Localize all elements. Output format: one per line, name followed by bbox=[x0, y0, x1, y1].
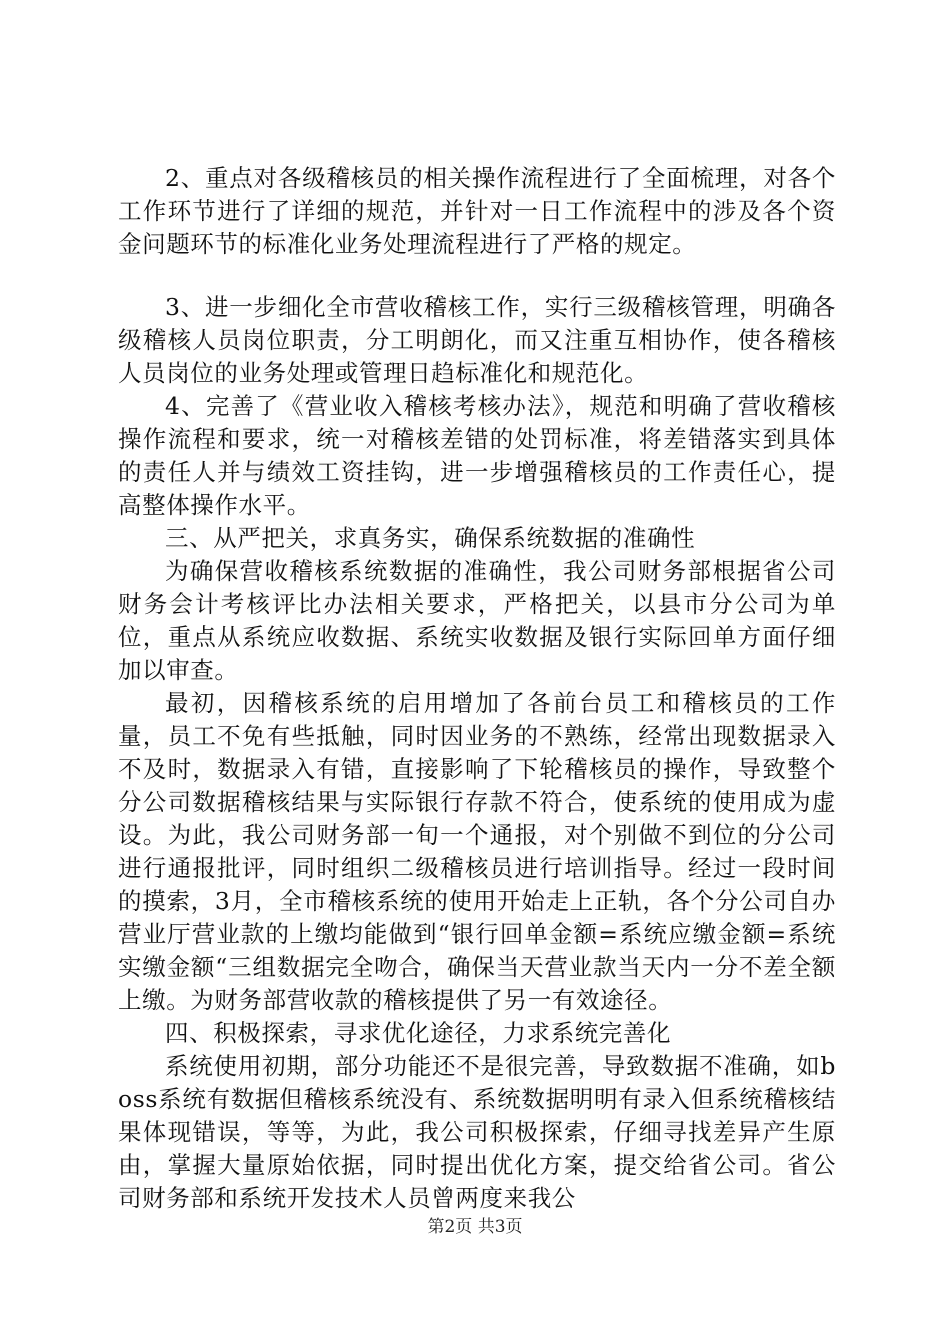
paragraph-item-4: 4、完善了《营业收入稽核考核办法》，规范和明确了营收稽核操作流程和要求，统一对稽核差错的处罚标准，将差错落实到具体的责任人并与绩效工资挂钩，进一步增强稽核员的工作责任心，提高整体操作水平。 bbox=[118, 392, 836, 519]
paragraph-system-optimization: 系统使用初期，部分功能还不是很完善，导致数据不准确，如boss系统有数据但稽核系统没有、系统数据明明有录入但系统稽核结果体现错误，等等，为此，我公司积极探索，仔细寻找差异产生原由，掌握大量原始依据，同时提出优化方案，提交给省公司。省公司财务部和系统开发技术人员曾两度来我公 bbox=[118, 1052, 836, 1212]
section-heading-3: 三、从严把关，求真务实，确保系统数据的准确性 bbox=[165, 524, 696, 552]
paragraph-item-3: 3、进一步细化全市营收稽核工作，实行三级稽核管理，明确各级稽核人员岗位职责，分工明朗化，而又注重互相协作，使各稽核人员岗位的业务处理或管理日趋标准化和规范化。 bbox=[118, 293, 836, 387]
document-body bbox=[118, 162, 836, 1215]
paragraph-initial-stage: 最初，因稽核系统的启用增加了各前台员工和稽核员的工作量，员工不免有些抵触，同时因业务的不熟练，经常出现数据录入不及时，数据录入有错，直接影响了下轮稽核员的操作，导致整个分公司数据稽核结果与实际银行存款不符合，使系统的使用成为虚设。为此，我公司财务部一旬一个通报，对个别做不到位的分公司进行通报批评，同时组织二级稽核员进行培训指导。经过一段时间的摸索，3月，全市稽核系统的使用开始走上正轨，各个分公司自办营业厅营业款的上缴均能做到“银行回单金额=系统应缴金额=系统实缴金额“三组数据完全吻合，确保当天营业款当天内一分不差全额上缴。为财务部营收款的稽核提供了另一有效途径。 bbox=[118, 689, 836, 1014]
page-number-footer: 第2页 共3页 bbox=[427, 1217, 523, 1237]
paragraph-item-2: 2、重点对各级稽核员的相关操作流程进行了全面梳理，对各个工作环节进行了详细的规范，并针对一日工作流程中的涉及各个资金问题环节的标准化业务处理流程进行了严格的规定。 bbox=[118, 164, 836, 258]
paragraph-data-accuracy: 为确保营收稽核系统数据的准确性，我公司财务部根据省公司财务会计考核评比办法相关要求，严格把关，以县市分公司为单位，重点从系统应收数据、系统实收数据及银行实际回单方面仔细加以审查。 bbox=[118, 557, 836, 684]
section-heading-4: 四、积极探索，寻求优化途径，力求系统完善化 bbox=[165, 1019, 672, 1047]
